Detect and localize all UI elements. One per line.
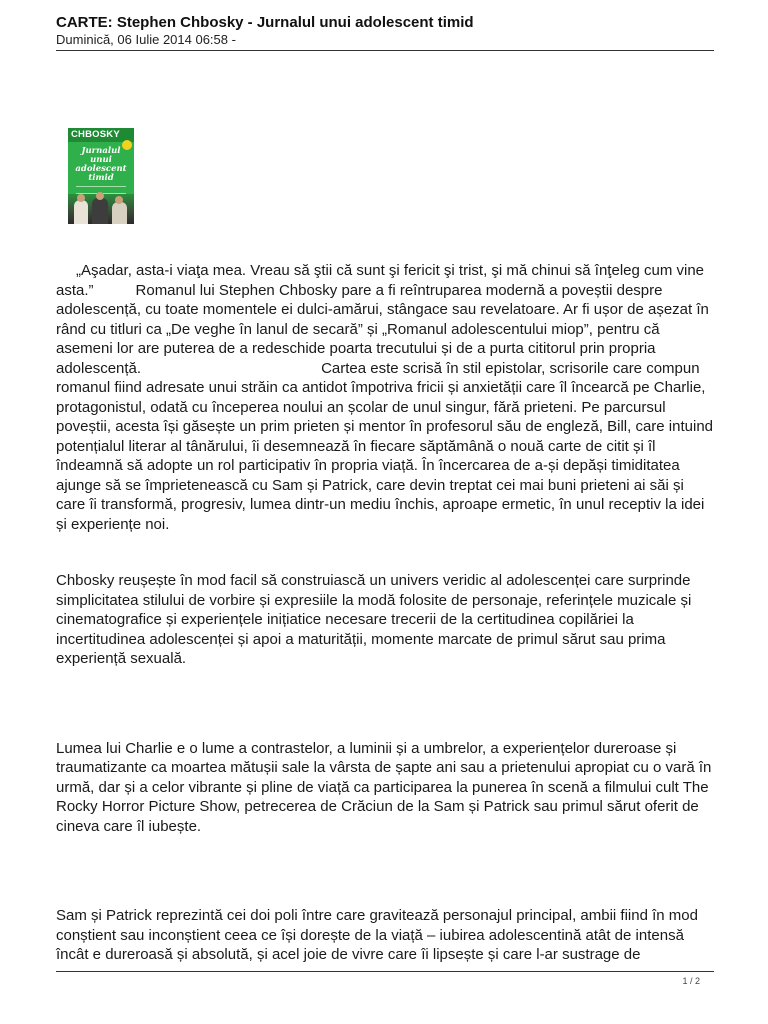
cover-author: CHBOSKY — [68, 128, 134, 142]
paragraph-2: Chbosky reușește în mod facil să construiască un univers veridic al adolescenței care surprinde simplicitatea stilului de vorbire și expresiile la modă folosite de personaje, referințele muzicale și cinematografice și experiențele inițiatice necesare trecerii de la certitudinea copilăriei la incertitudinea adolescenței și apoi a maturității, momente marcate de primul sărut sau prima experiență sexuală. — [56, 572, 692, 667]
article-body — [56, 261, 716, 965]
cover-photo — [68, 194, 134, 224]
book-cover-image — [68, 128, 134, 224]
cover-figure-head — [77, 194, 85, 202]
document-header — [56, 14, 714, 47]
cover-figure — [74, 200, 88, 224]
paragraph-1-continuation: Cartea este scrisă în stil epistolar, scrisorile care compun romanul fiind adresate unui străin ca antidot împotriva fricii și anxietății care îl încearcă pe Charlie, protagonistul, odată cu începerea noului an școlar de unul singur, fără prieteni. Pe parcursul poveștii, acesta își găsește un prim prieten și mentor în profesorul său de engleză, Bill, care intuind potențialul literar al tânărului, îi desemnează în fiecare săptămână o nouă carte de citit și îl îndeamnă să adopte un rol participativ în propria viață. În încercarea de a-și depăși timiditatea ajunge să se împrietenească cu Sam și Patrick, care devin treptat cei mai buni prieteni ai săi și care îi transformă, progresiv, lumea dintr-un mediu închis, aproape ermetic, în unul receptiv la idei și experiențe noi. — [56, 359, 714, 533]
paragraph-1-text: Romanul lui Stephen Chbosky pare a fi reîntruparea modernă a poveștii despre adolescență, cu toate momentele ei dulci-amărui, stângace sau revelatoare. Ar fi ușor de așezat în rând cu titluri ca „De veghe în lanul de secară” și „Romanul adolescentului miop”, pentru că asemeni lor are puterea de a redeschide poarta trecutului și de a purta cititorul prin propria adolescență. — [56, 281, 709, 377]
cover-figure — [92, 198, 108, 224]
cover-figure-head — [115, 196, 123, 204]
paragraph-3: Lumea lui Charlie e o lume a contrastelor, a luminii și a umbrelor, a experiențelor dureroase și traumatizante ca moartea mătușii sale la vârsta de șapte ani sau a prietenului apropiat cu o vară în urmă, dar și a celor vibrante și pline de viață ca participarea la punerea în scenă a filmului cult The Rocky Horror Picture Show, petrecerea de Crăciun de la Sam și Patrick sau primul sărut oferit de cineva care îl iubește. — [56, 739, 712, 835]
cover-figure-head — [96, 192, 104, 200]
cover-title: Jurnalul unui adolescent timid — [75, 146, 127, 183]
paragraph-1 — [56, 261, 716, 534]
footer-divider — [56, 971, 714, 972]
header-divider — [56, 50, 714, 51]
article-date: Duminică, 06 Iulie 2014 06:58 - — [56, 32, 236, 47]
cover-figure — [112, 202, 127, 224]
opening-quote: „Aşadar, asta-i viaţa mea. Vreau să ştii că sunt şi fericit şi trist, şi mă chinui să înţeleg cum vine asta.” — [56, 262, 705, 299]
page-number: 1 / 2 — [682, 976, 700, 986]
paragraph-4: Sam și Patrick reprezintă cei doi poli între care gravitează personajul principal, ambii fiind în mod conștient sau inconștient ceea ce își dorește de la viață – iubirea adolescentină atât de intensă încât e dureroasă și absolută, și acel joie de vivre care îi lipsește și care l-ar sustrage de — [56, 907, 698, 963]
article-title: CARTE: Stephen Chbosky - Jurnalul unui adolescent timid — [56, 14, 474, 31]
